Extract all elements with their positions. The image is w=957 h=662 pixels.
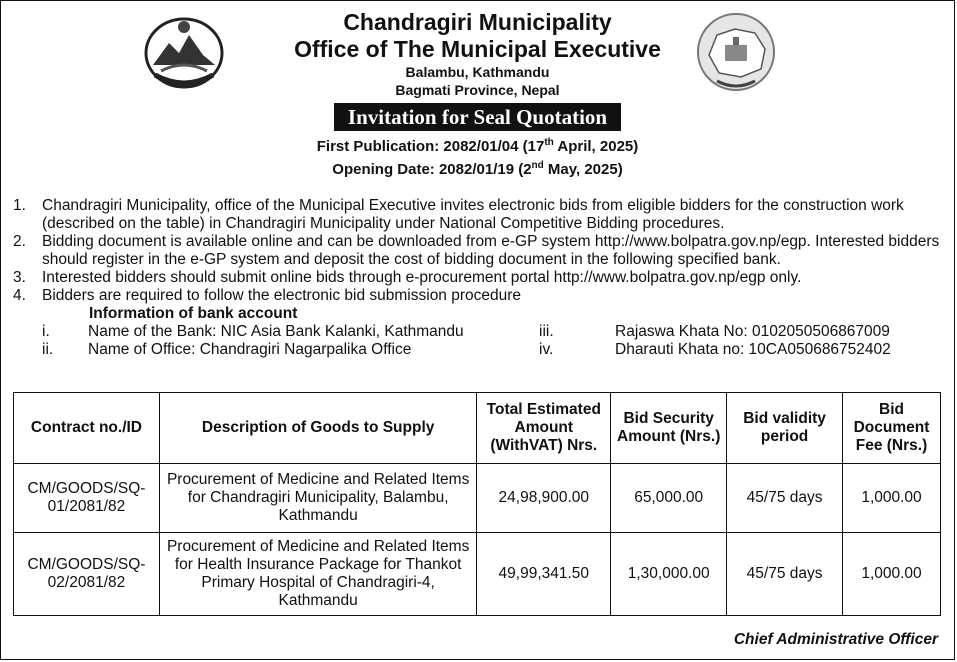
address-line-1: Balambu, Kathmandu	[405, 64, 550, 80]
first-publication: First Publication: 2082/01/04 (17th April, 2025)	[316, 137, 639, 155]
validity-cell: 45/75 days	[727, 464, 843, 533]
security-cell: 1,30,000.00	[611, 533, 727, 616]
description-cell: Procurement of Medicine and Related Items for Health Insurance Package for Thankot Primary Hospital of Chandragiri-4, Kathmandu	[159, 533, 476, 616]
fee-cell: 1,000.00	[843, 533, 941, 616]
list-item: 4. Bidders are required to follow the electronic bid submission procedure	[13, 287, 522, 304]
notice-body	[13, 197, 944, 359]
contracts-table	[13, 392, 941, 616]
list-item: 2. Bidding document is available online and can be downloaded from e-GP system http://www.bolpatra.gov.np/egp. Interested bidders should register in the e-GP system and deposit the cost of bidding document in the following specified bank.	[13, 233, 940, 268]
bank-info-row: i. Name of the Bank: NIC Asia Bank Kalanki, Kathmandu iii. Rajaswa Khata No: 0102050506867009	[42, 323, 890, 340]
list-item: 1. Chandragiri Municipality, office of the Municipal Executive invites electronic bids from eligible bidders for the construction work (described on the table) in Chandragiri Municipality under National Competitive Bidding procedures.	[13, 197, 904, 232]
table-row	[14, 464, 941, 533]
contract-id-cell: CM/GOODS/SQ-02/2081/82	[14, 533, 160, 616]
signatory: Chief Administrative Officer	[733, 631, 938, 648]
municipality-title: Chandragiri Municipality	[343, 9, 612, 35]
notice-header	[1, 9, 954, 179]
col-description: Description of Goods to Supply	[159, 393, 476, 464]
office-title: Office of The Municipal Executive	[294, 36, 661, 62]
col-document-fee: Bid Document Fee (Nrs.)	[843, 393, 941, 464]
amount-cell: 49,99,341.50	[477, 533, 611, 616]
table-header-row	[14, 393, 941, 464]
address-line-2: Bagmati Province, Nepal	[395, 82, 560, 98]
bank-info-row: ii. Name of Office: Chandragiri Nagarpalika Office iv. Dharauti Khata no: 10CA050686752402	[42, 341, 891, 358]
invitation-banner: Invitation for Seal Quotation	[334, 103, 621, 131]
col-contract-id: Contract no./ID	[14, 393, 160, 464]
description-cell: Procurement of Medicine and Related Items for Chandragiri Municipality, Balambu, Kathmandu	[159, 464, 476, 533]
col-bid-validity: Bid validity period	[727, 393, 843, 464]
validity-cell: 45/75 days	[727, 533, 843, 616]
fee-cell: 1,000.00	[843, 464, 941, 533]
contract-id-cell: CM/GOODS/SQ-01/2081/82	[14, 464, 160, 533]
table-row	[14, 533, 941, 616]
list-item: 3. Interested bidders should submit online bids through e-procurement portal http://www.bolpatra.gov.np/egp only.	[13, 269, 802, 286]
security-cell: 65,000.00	[611, 464, 727, 533]
amount-cell: 24,98,900.00	[477, 464, 611, 533]
col-bid-security: Bid Security Amount (Nrs.)	[611, 393, 727, 464]
opening-date: Opening Date: 2082/01/19 (2nd May, 2025)	[332, 160, 623, 178]
bank-info-heading: Information of bank account	[89, 305, 298, 322]
col-estimated-amount: Total Estimated Amount (WithVAT) Nrs.	[477, 393, 611, 464]
